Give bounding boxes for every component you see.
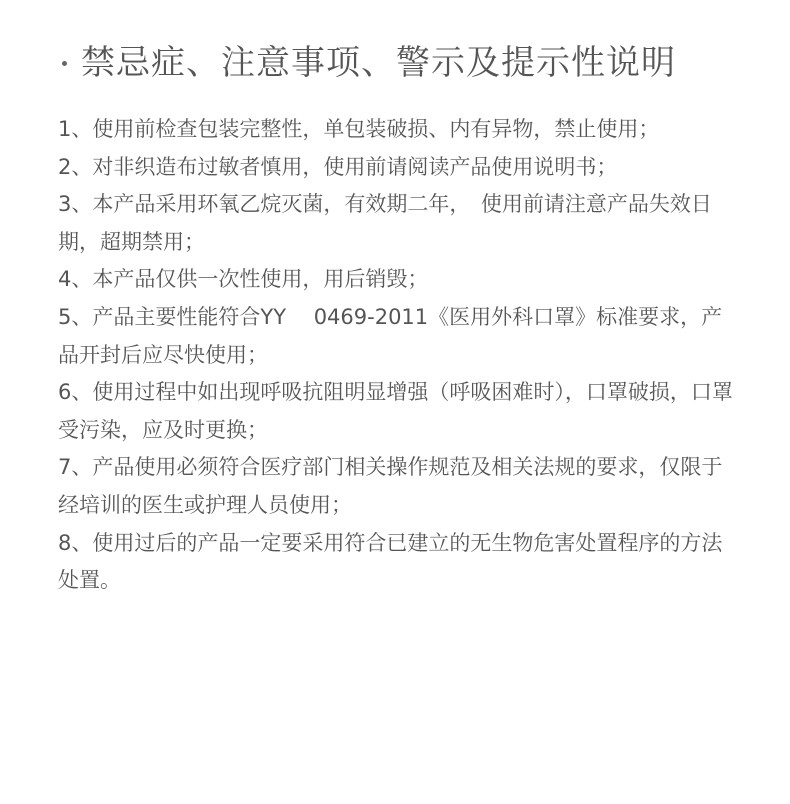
list-item: 1、使用前检查包装完整性，单包装破损、内有异物，禁止使用； — [58, 117, 660, 141]
bullet-dot-icon — [62, 61, 67, 66]
list-item: 8、使用过后的产品一定要采用符合已建立的无生物危害处置程序的方法处置。 — [58, 530, 723, 593]
section-title: 禁忌症、注意事项、警示及提示性说明 — [81, 43, 676, 83]
list-item: 6、使用过程中如出现呼吸抗阻明显增强（呼吸困难时），口罩破损，口罩受污染，应及时更换； — [58, 380, 733, 442]
list-item: 7、产品使用必须符合医疗部门相关操作规范及相关法规的要求，仅限于经培训的医生或护理人员使用； — [58, 455, 723, 517]
list-item: 5、产品主要性能符合YY 0469-2011《医用外科口罩》标准要求，产品开封后应尽快使用； — [58, 304, 723, 367]
list-item: 2、对非织造布过敏者慎用，使用前请阅读产品使用说明书； — [58, 154, 618, 179]
section-heading — [56, 38, 676, 88]
precautions-list — [58, 111, 738, 600]
list-item: 4、本产品仅供一次性使用，用后销毁； — [58, 267, 429, 292]
list-item: 3、本产品采用环氧乙烷灭菌，有效期二年， 使用前请注意产品失效日期，超期禁用； — [58, 192, 712, 254]
